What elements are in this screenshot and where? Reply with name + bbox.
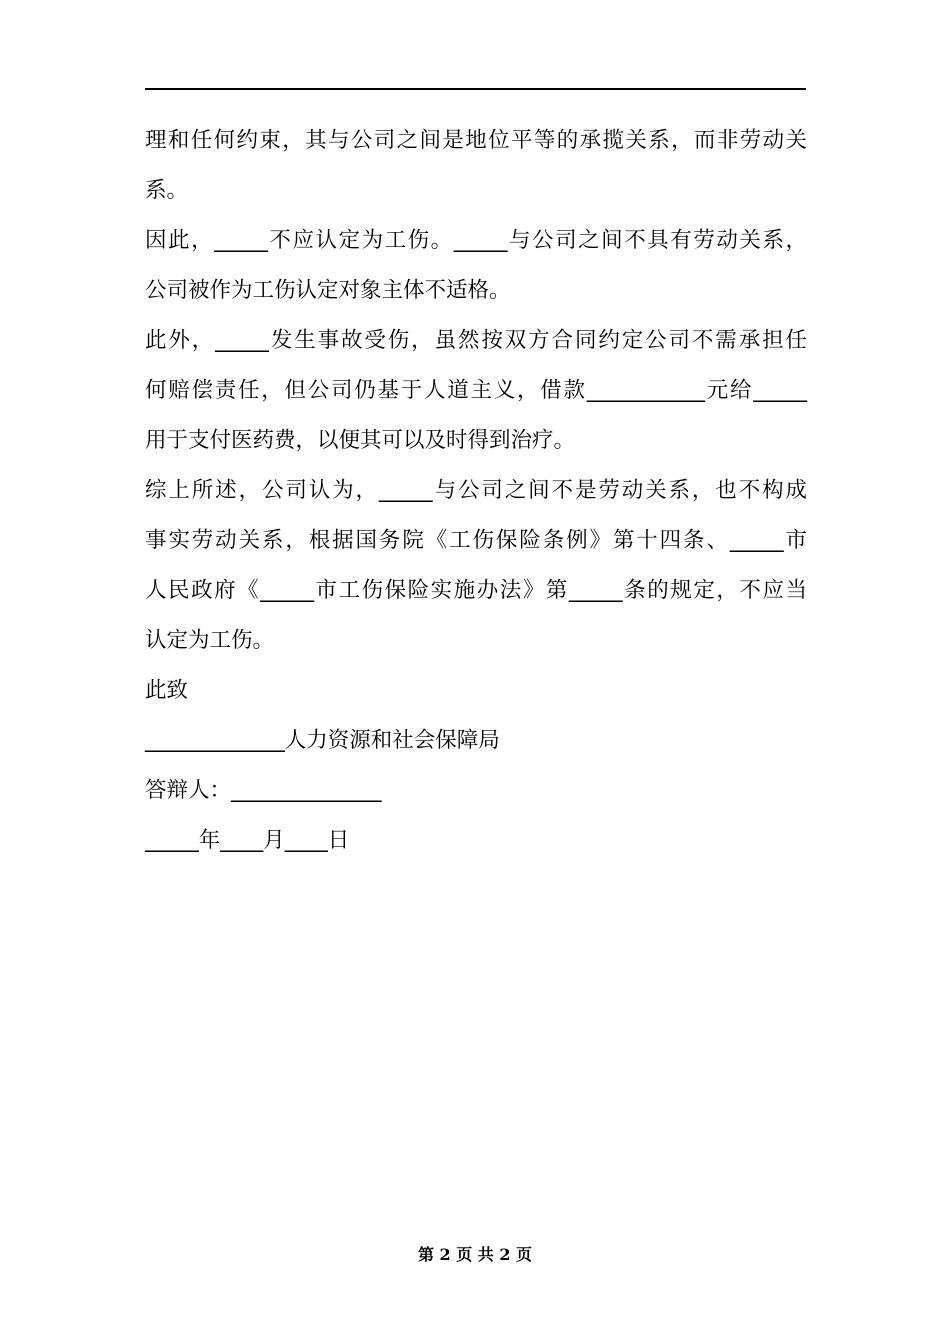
recipient-line: _____________人力资源和社会保障局 [145,728,500,753]
top-rule [145,88,806,90]
text-line: 认定为工伤。 [145,628,275,653]
text-line: 公司被作为工伤认定对象主体不适格。 [145,278,511,303]
text-line: 何赔偿责任，但公司仍基于人道主义，借款___________元给_____ [145,378,807,403]
text-line: 理和任何约束，其与公司之间是地位平等的承揽关系，而非劳动关 [145,128,807,153]
page-number-footer: 第 2 页 共 2 页 [417,1245,533,1264]
text-line: 系。 [145,178,189,203]
respondent-line: 答辩人：______________ [145,778,382,803]
date-line: _____年____月____日 [145,828,350,853]
text-line: 此外，_____发生事故受伤，虽然按双方合同约定公司不需承担任 [145,328,807,353]
text-line: 综上所述，公司认为，_____与公司之间不是劳动关系，也不构成 [145,478,807,503]
text-line: 用于支付医药费，以便其可以及时得到治疗。 [145,428,576,453]
text-line: 人民政府《_____市工伤保险实施办法》第_____条的规定，不应当 [145,578,807,603]
text-line: 事实劳动关系，根据国务院《工伤保险条例》第十四条、_____市 [145,528,807,553]
text-line: 因此，_____不应认定为工伤。_____与公司之间不具有劳动关系， [145,228,807,253]
salutation: 此致 [145,678,189,703]
